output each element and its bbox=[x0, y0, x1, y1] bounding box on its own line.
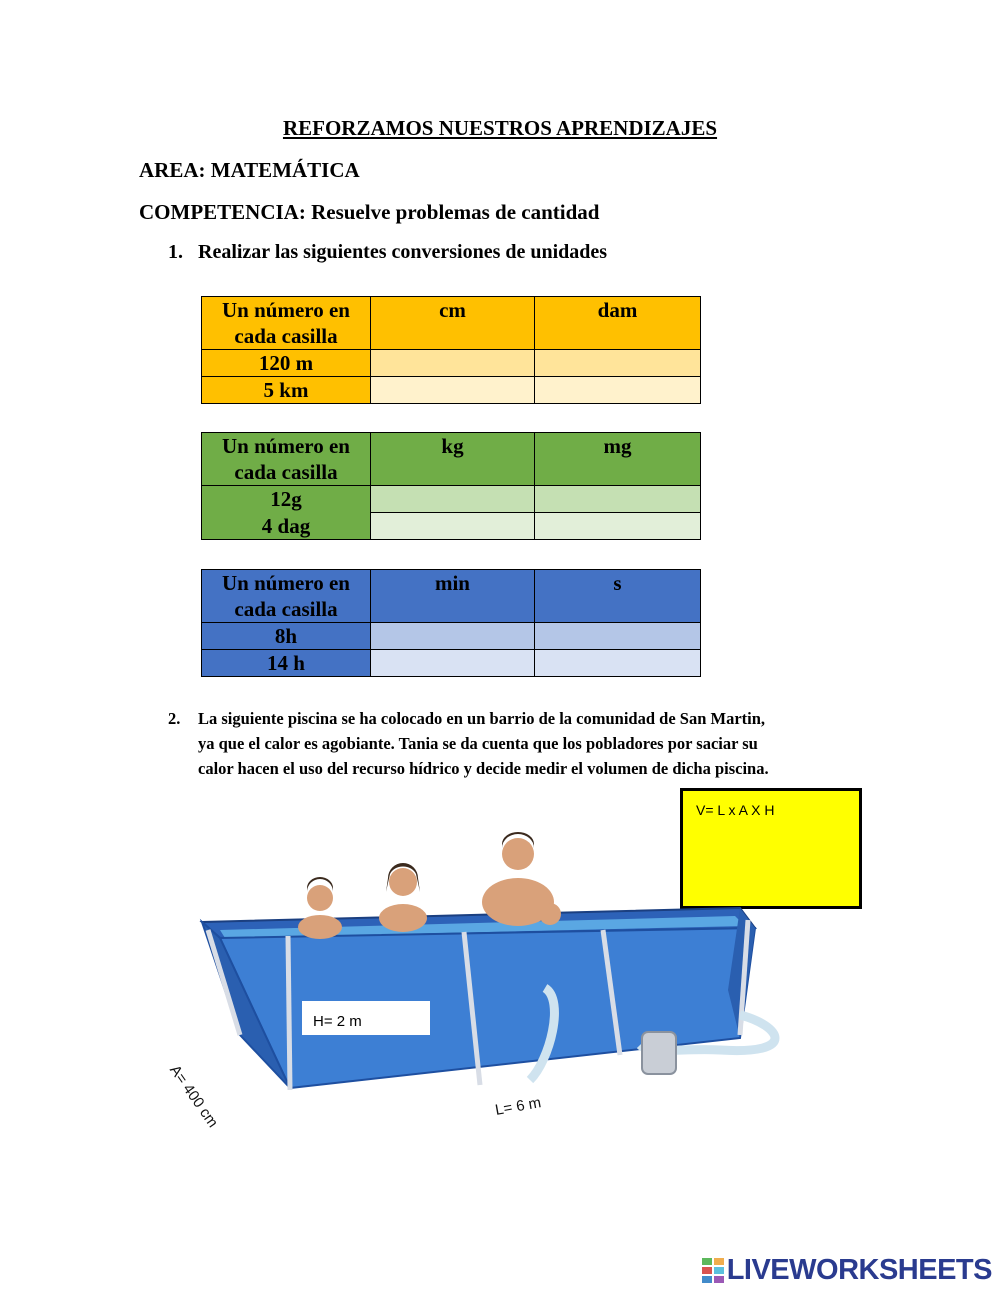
table-header-label: Un número en cada casilla bbox=[202, 570, 371, 623]
table-header-label: Un número en cada casilla bbox=[202, 433, 371, 486]
answer-cell-8h-s[interactable] bbox=[535, 623, 701, 650]
answer-cell-12g-kg[interactable] bbox=[371, 486, 535, 513]
column-header-s: s bbox=[535, 570, 701, 623]
question-2-number: 2. bbox=[168, 709, 181, 728]
liveworksheets-logo bbox=[702, 1254, 992, 1287]
competencia-heading: COMPETENCIA: Resuelve problemas de cantidad bbox=[139, 200, 600, 224]
column-header-min: min bbox=[371, 570, 535, 623]
question-2-line-1: La siguiente piscina se ha colocado en un barrio de la comunidad de San Martin, bbox=[198, 709, 766, 728]
column-header-mg: mg bbox=[535, 433, 701, 486]
question-2-text bbox=[198, 706, 868, 781]
question-2-line-3: calor hacen el uso del recurso hídrico y decide medir el volumen de dicha piscina. bbox=[198, 759, 769, 778]
liveworksheets-mark-icon bbox=[702, 1258, 724, 1284]
answer-cell-5km-cm[interactable] bbox=[371, 377, 535, 404]
column-header-kg: kg bbox=[371, 433, 535, 486]
answer-cell-5km-dam[interactable] bbox=[535, 377, 701, 404]
row-label-120m: 120 m bbox=[202, 350, 371, 377]
brand-text: LIVEWORKSHEETS bbox=[726, 1254, 992, 1286]
answer-cell-14h-s[interactable] bbox=[535, 650, 701, 677]
row-label-4dag: 4 dag bbox=[202, 513, 371, 540]
answer-cell-120m-cm[interactable] bbox=[371, 350, 535, 377]
width-label: A= 400 cm bbox=[166, 1062, 222, 1131]
formula-text: V= L x A X H bbox=[696, 802, 775, 818]
answer-cell-4dag-kg[interactable] bbox=[371, 513, 535, 540]
table-header-label: Un número en cada casilla bbox=[202, 297, 371, 350]
time-conversion-table bbox=[201, 569, 701, 677]
answer-cell-12g-mg[interactable] bbox=[535, 486, 701, 513]
row-label-8h: 8h bbox=[202, 623, 371, 650]
question-1-number: 1. bbox=[168, 241, 183, 263]
column-header-cm: cm bbox=[371, 297, 535, 350]
length-label: L= 6 m bbox=[493, 1094, 543, 1119]
answer-cell-4dag-mg[interactable] bbox=[535, 513, 701, 540]
page-title: REFORZAMOS NUESTROS APRENDIZAJES bbox=[282, 116, 718, 140]
answer-cell-120m-dam[interactable] bbox=[535, 350, 701, 377]
answer-cell-8h-min[interactable] bbox=[371, 623, 535, 650]
height-label: H= 2 m bbox=[313, 1013, 362, 1030]
mass-conversion-table bbox=[201, 432, 701, 540]
question-2-line-2: ya que el calor es agobiante. Tania se da cuenta que los pobladores por saciar su bbox=[198, 734, 758, 753]
question-1-text: Realizar las siguientes conversiones de unidades bbox=[198, 241, 608, 263]
row-label-12g: 12g bbox=[202, 486, 371, 513]
answer-cell-14h-min[interactable] bbox=[371, 650, 535, 677]
row-label-5km: 5 km bbox=[202, 377, 371, 404]
length-conversion-table bbox=[201, 296, 701, 404]
height-label-box bbox=[302, 1001, 430, 1035]
pool-illustration bbox=[180, 830, 800, 1120]
row-label-14h: 14 h bbox=[202, 650, 371, 677]
column-header-dam: dam bbox=[535, 297, 701, 350]
area-heading: AREA: MATEMÁTICA bbox=[139, 158, 360, 182]
